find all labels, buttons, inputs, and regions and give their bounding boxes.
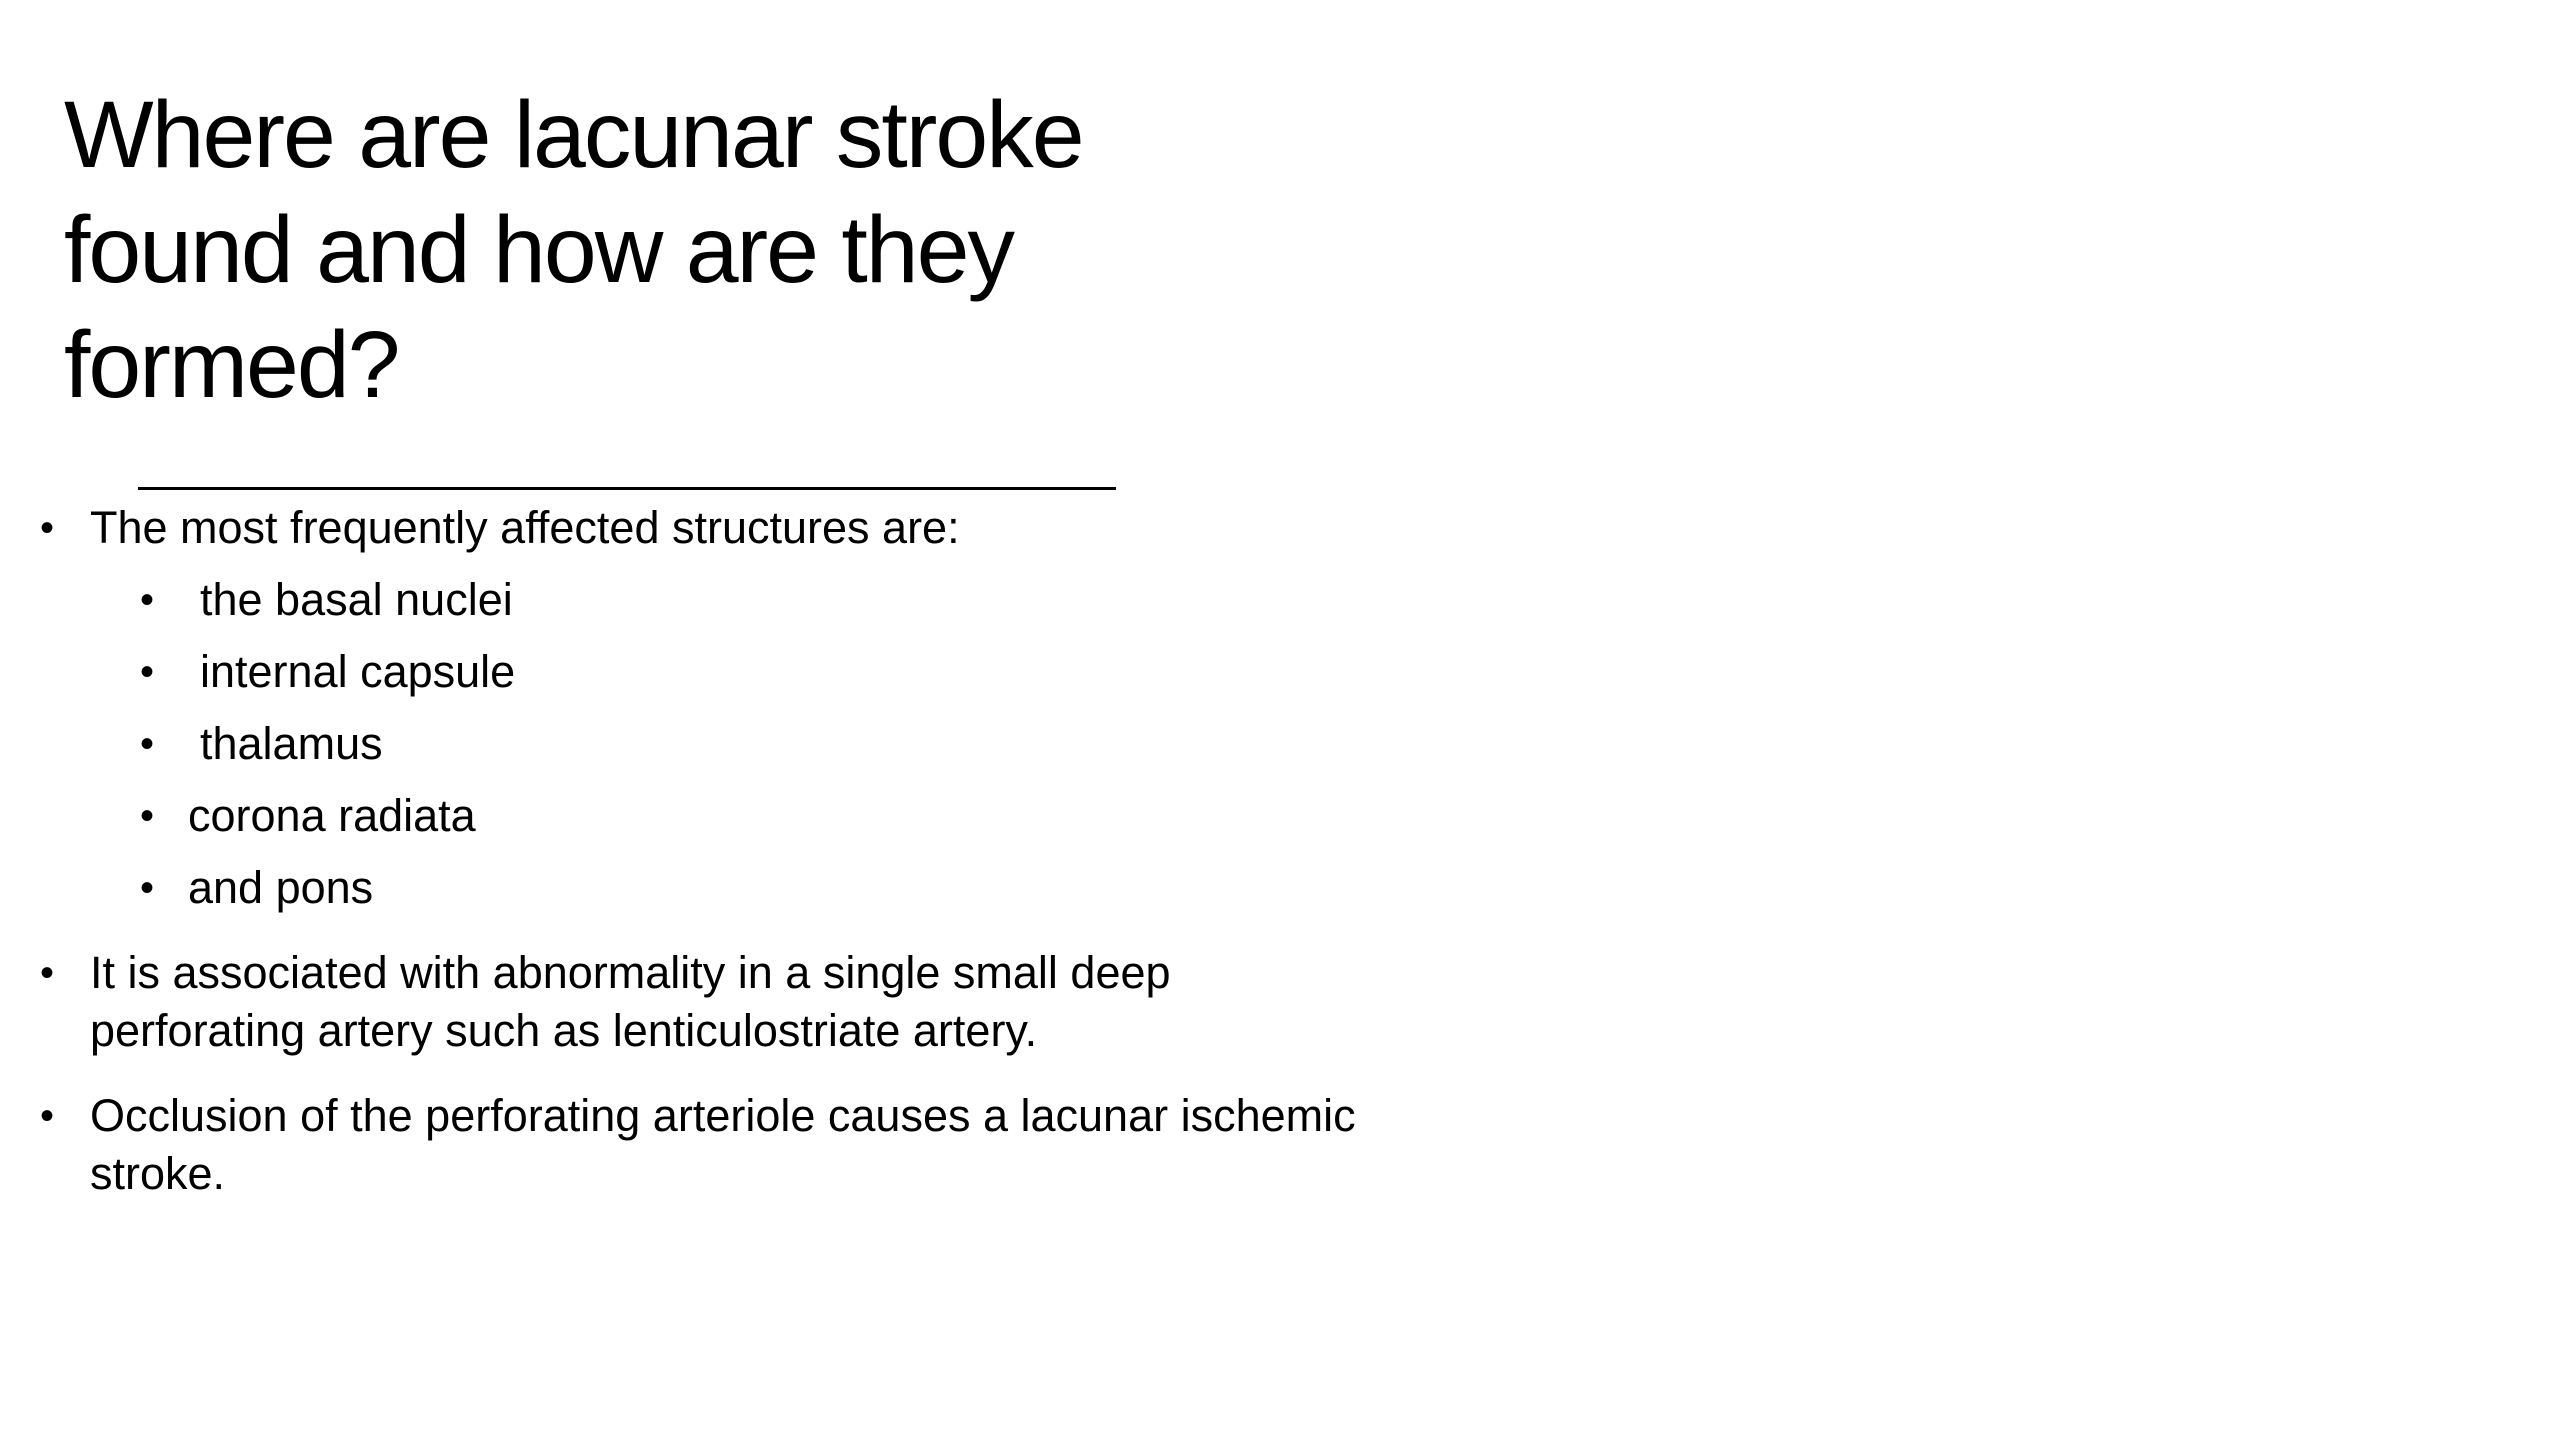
sub-bullet-text: thalamus bbox=[200, 718, 383, 769]
title-line-2: found and how are they bbox=[64, 197, 1013, 303]
title-line-3: formed? bbox=[64, 312, 399, 418]
bullet-symbol: • bbox=[140, 722, 155, 766]
sub-bullet-text: and pons bbox=[188, 862, 374, 913]
bullet-symbol: • bbox=[140, 578, 155, 622]
sub-bullet-text: the basal nuclei bbox=[200, 574, 513, 625]
bullet-symbol: • bbox=[140, 794, 155, 838]
bullet-text: The most frequently affected structures are: bbox=[90, 502, 960, 553]
bullet-symbol: • bbox=[40, 506, 55, 550]
sub-bullet-text: internal capsule bbox=[200, 646, 516, 697]
bullet-symbol: • bbox=[140, 866, 155, 910]
bullet-text-line-1: Occlusion of the perforating arteriole causes a lacunar ischemic bbox=[90, 1090, 1356, 1141]
sub-bullet-text: corona radiata bbox=[188, 790, 476, 841]
bullet-symbol: • bbox=[40, 951, 55, 995]
bullet-text-line-1: It is associated with abnormality in a single small deep bbox=[90, 947, 1171, 998]
bullet-symbol: • bbox=[40, 1094, 55, 1138]
bullet-symbol: • bbox=[140, 650, 155, 694]
bullet-text-line-2: perforating artery such as lenticulostriate artery. bbox=[90, 1005, 1038, 1056]
bullet-text-line-2: stroke. bbox=[90, 1148, 226, 1199]
title-line-1: Where are lacunar stroke bbox=[64, 82, 1083, 188]
